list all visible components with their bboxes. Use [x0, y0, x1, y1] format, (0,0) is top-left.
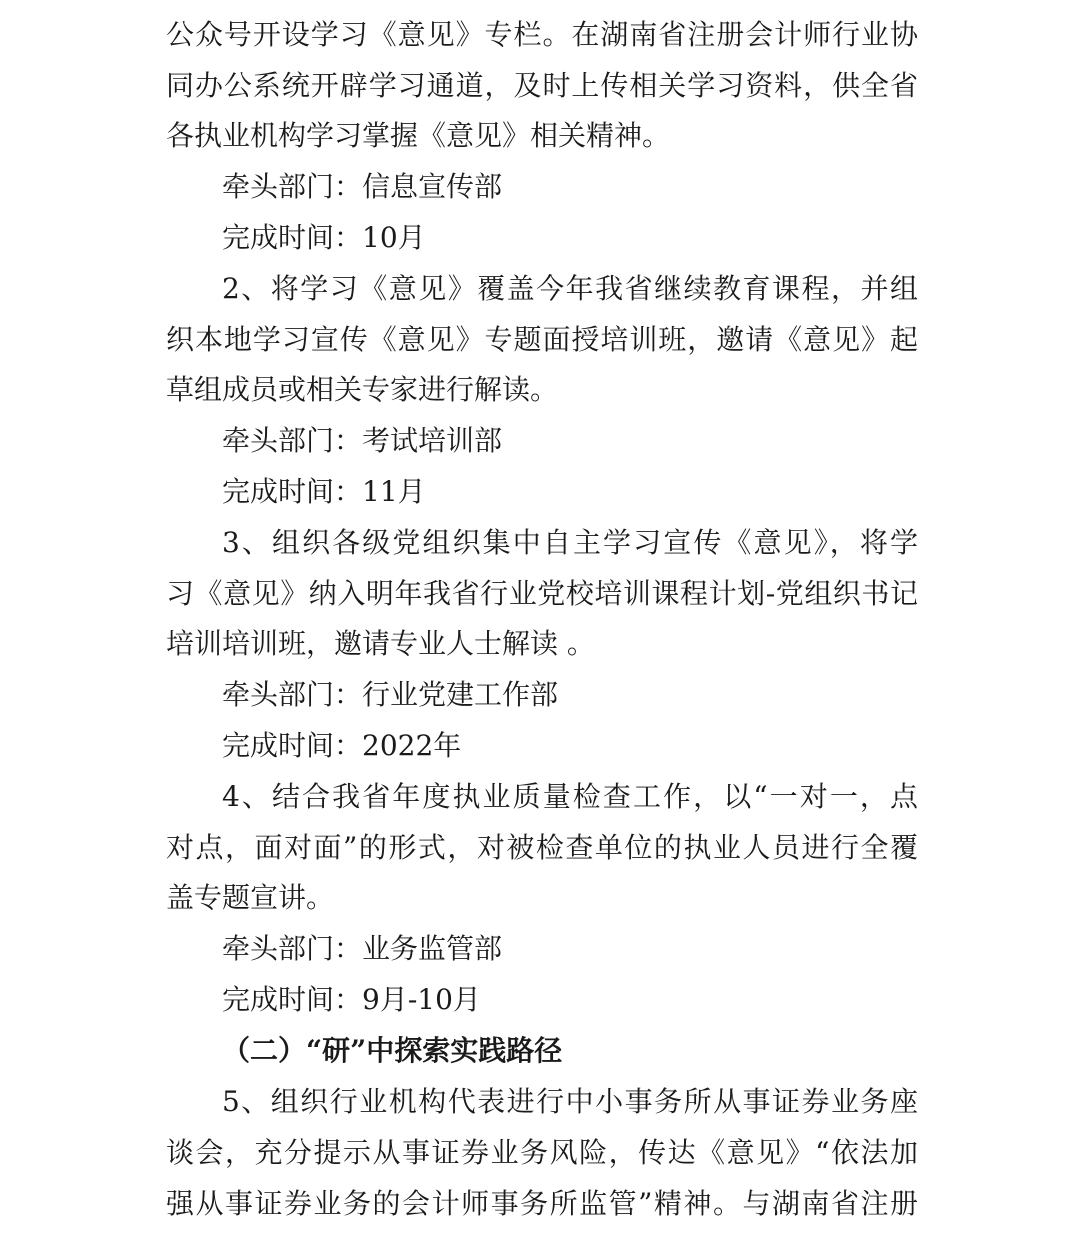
completion-time: 完成时间：10月 — [222, 221, 426, 254]
paragraph-line: 谈会，充分提示从事证券业务风险，传达《意见》“依法加 — [166, 1136, 918, 1169]
paragraph-line: 2、将学习《意见》覆盖今年我省继续教育课程，并组 — [222, 272, 918, 305]
completion-time: 完成时间：2022年 — [222, 729, 462, 762]
section-heading: （二）“研”中探索实践路径 — [222, 1034, 563, 1067]
paragraph-line: 培训培训班，邀请专业人士解读 。 — [166, 627, 595, 660]
lead-department: 牵头部门：信息宣传部 — [222, 170, 503, 203]
paragraph-line: 盖专题宣讲。 — [166, 881, 335, 914]
paragraph-line: 5、组织行业机构代表进行中小事务所从事证券业务座 — [222, 1085, 918, 1118]
paragraph-line: 4、结合我省年度执业质量检查工作，以“一对一，点 — [222, 780, 918, 813]
completion-time: 完成时间：11月 — [222, 475, 426, 508]
completion-time: 完成时间：9月-10月 — [222, 983, 481, 1016]
lead-department: 牵头部门：业务监管部 — [222, 932, 503, 965]
paragraph-line: 草组成员或相关专家进行解读。 — [166, 373, 559, 406]
paragraph-line: 同办公系统开辟学习通道，及时上传相关学习资料，供全省 — [166, 69, 918, 102]
paragraph-line: 对点，面对面”的形式，对被检查单位的执业人员进行全覆 — [166, 831, 918, 864]
paragraph-line: 公众号开设学习《意见》专栏。在湖南省注册会计师行业协 — [166, 18, 918, 51]
paragraph-line: 3、组织各级党组织集中自主学习宣传《意见》，将学 — [222, 526, 918, 559]
lead-department: 牵头部门：考试培训部 — [222, 424, 503, 457]
paragraph-line: 强从事证券业务的会计师事务所监管”精神。与湖南省注册 — [166, 1187, 918, 1220]
paragraph-line: 织本地学习宣传《意见》专题面授培训班，邀请《意见》起 — [166, 323, 918, 356]
lead-department: 牵头部门：行业党建工作部 — [222, 678, 559, 711]
paragraph-line: 习《意见》纳入明年我省行业党校培训课程计划-党组织书记 — [166, 577, 918, 610]
paragraph-line: 各执业机构学习掌握《意见》相关精神。 — [166, 119, 671, 152]
